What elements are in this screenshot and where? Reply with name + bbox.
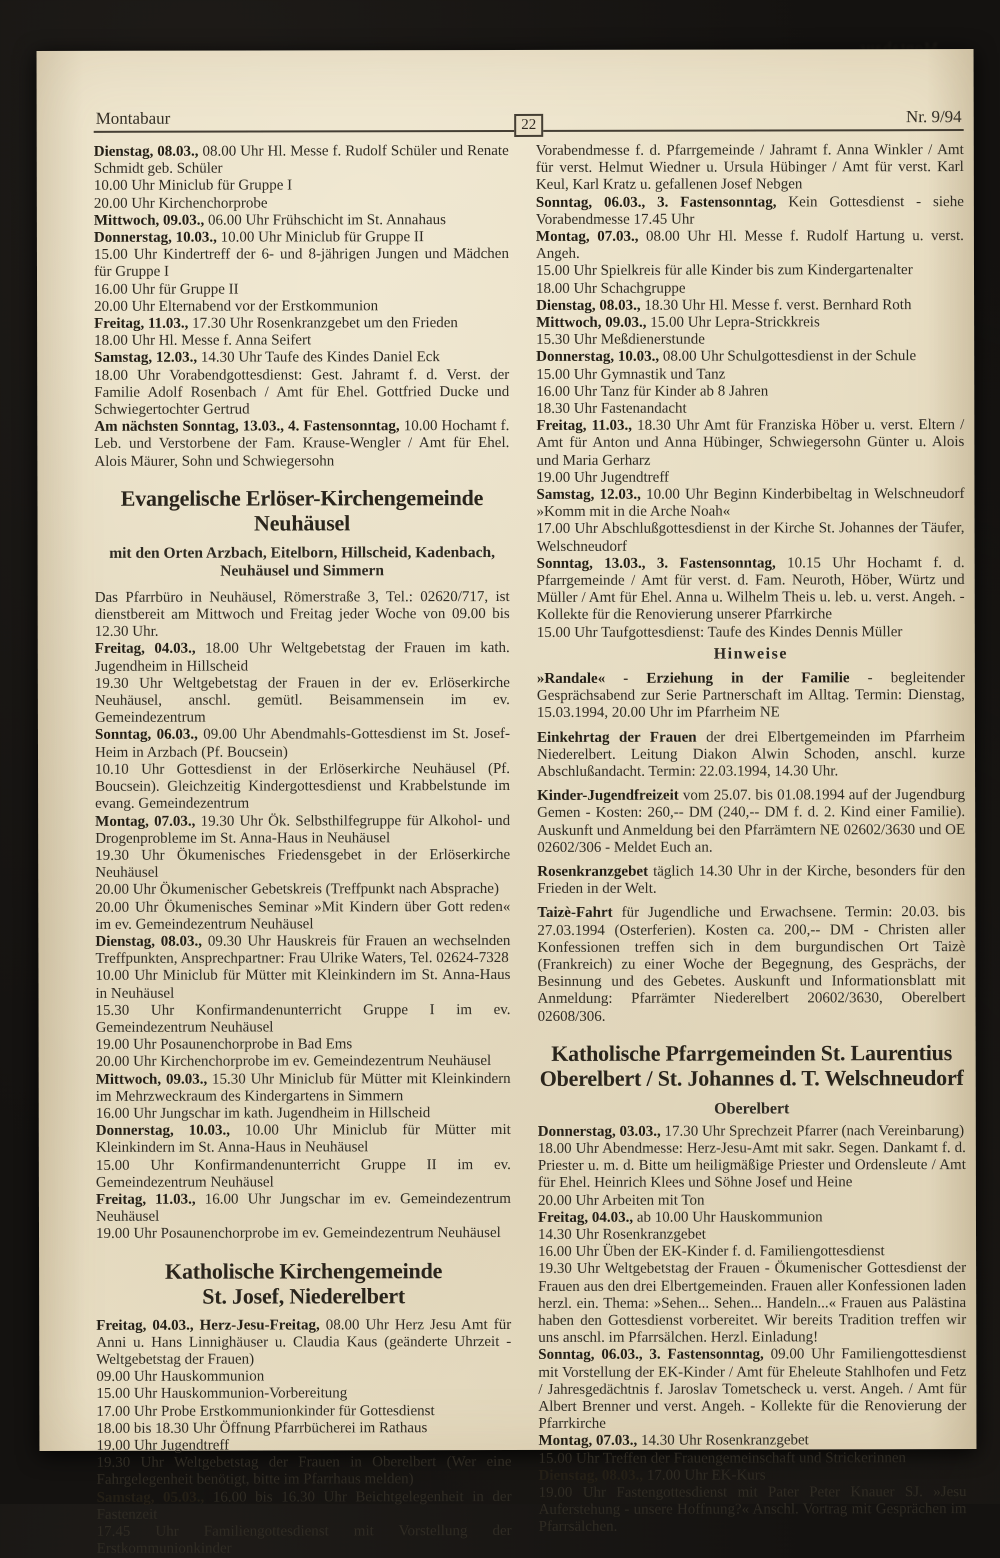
entry-day-label: Sonntag, 13.03., 3. Fastensonntag,: [536, 555, 776, 572]
section-heading: Evangelische Erlöser-Kirchengemeinde Neuhäusel: [120, 484, 484, 536]
two-column-body: [94, 142, 967, 1558]
entry-day-label: Donnerstag, 10.03.,: [536, 349, 660, 366]
schedule-entry: 20.00 Uhr Kirchenchorprobe im ev. Gemeindezentrum Neuhäusel: [95, 1053, 492, 1071]
schedule-entry: 16.00 Uhr Üben der EK-Kinder f. d. Familiengottesdienst: [538, 1243, 885, 1261]
schedule-entry: Mittwoch, 09.03., 06.00 Uhr Frühschicht im St. Annahaus: [93, 211, 446, 229]
schedule-entry: Sonntag, 13.03., 3. Fastensonntag, 10.15 Uhr Hochamt f. d. Pfarrgemeinde / Amt für verst. d. Fam. Neuroth, Höber, Würtz und Müller / Amt für Ehel. Anna u. Wilhelm Theis u. leb. u. verst. Angeh. - Kollekte für die Renovierung unserer Pfarrkirche: [536, 554, 965, 624]
entry-day-label: Dienstag, 08.03.,: [536, 297, 641, 314]
schedule-entry: 17.00 Uhr Abschlußgottesdienst in der Kirche St. Johannes der Täufer, Welschneudorf: [536, 520, 965, 555]
schedule-entry: 18.00 Uhr Vorabendgottesdienst: Gest. Jahramt f. d. Verst. der Familie Adolf Rosenbach / Amt für Ehel. Gottfried Ducke und Schwiegertochter Gertrud: [94, 366, 510, 418]
schedule-entry: 17.45 Uhr Familiengottesdienst mit Vorstellung der Erstkommunionkinder: [96, 1523, 512, 1558]
entry-day-label: Donnerstag, 10.03.,: [95, 1122, 231, 1140]
schedule-entry: 19.00 Uhr Posaunenchorprobe in Bad Ems: [95, 1036, 353, 1054]
schedule-entry: 19.30 Uhr Weltgebetstag der Frauen - Ökumenischer Gottesdienst der Frauen aus den drei Elbertgemeinden. Frauen aller Konfessionen laden herzl. ein. Thema: »Sehen... Sehen... Handeln...« Frauen aus Palästina haben den Gottesdienst vorbereitet. Wir bereits Tradition treffen wir uns anschl. im Pfarrsälchen. Herzl. Einladung!: [538, 1260, 967, 1347]
schedule-entry: Freitag, 11.03., 17.30 Uhr Rosenkranzgebet um den Frieden: [94, 315, 458, 332]
schedule-entry: Montag, 07.03., 19.30 Uhr Ök. Selbsthilfegruppe für Alkohol- und Drogenprobleme im St. Anna-Haus in Neuhäusel: [95, 812, 511, 847]
schedule-entry: Am nächsten Sonntag, 13.03., 4. Fastensonntag, 10.00 Hochamt f. Leb. und Verstorbene der Fam. Krause-Wengler / Amt für Ehel. Alois Mäurer, Sohn und Schwiegersohn: [94, 418, 510, 470]
schedule-entry: 15.30 Uhr Konfirmandenunterricht Gruppe I im ev. Gemeindezentrum Neuhäusel: [95, 1001, 511, 1036]
schedule-entry: 19.00 Uhr Jugendtreff: [96, 1437, 230, 1454]
schedule-entry: 10.00 Uhr Miniclub für Mütter mit Kleinkindern im St. Anna-Haus in Neuhäusel: [95, 967, 511, 1002]
schedule-entry: Samstag, 12.03., 10.00 Uhr Beginn Kinderbibeltag in Welschneudorf »Komm mit in die Arche Noah«: [536, 486, 965, 521]
schedule-entry: Donnerstag, 10.03., 10.00 Uhr Miniclub für Mütter mit Kleinkindern im St. Anna-Haus in Neuhäusel: [95, 1122, 511, 1157]
schedule-entry: Samstag, 05.03., 16.00 bis 16.30 Uhr Beichtgelegenheit in der Fastenzeit: [96, 1488, 512, 1523]
entry-day-label: Samstag, 12.03.,: [536, 486, 641, 503]
schedule-entry: Donnerstag, 10.03., 08.00 Uhr Schulgottesdienst in der Schule: [536, 348, 917, 366]
schedule-entry: 15.00 Uhr Taufgottesdienst: Taufe des Kindes Dennis Müller: [536, 623, 903, 641]
page-header: [94, 103, 964, 133]
schedule-entry: Dienstag, 08.03., 18.30 Uhr Hl. Messe f. verst. Bernhard Roth: [536, 296, 912, 314]
entry-day-label: Dienstag, 08.03.,: [538, 1467, 644, 1484]
schedule-entry: Dienstag, 08.03., 08.00 Uhr Hl. Messe f. Rudolf Schüler und Renate Schmidt geb. Schüler: [93, 142, 509, 178]
entry-day-label: Samstag, 05.03.,: [96, 1489, 205, 1506]
entry-day-label: Dienstag, 08.03.,: [95, 933, 203, 950]
page-number-box: 22: [514, 114, 543, 137]
schedule-entry: 10.00 Uhr Miniclub für Gruppe I: [93, 177, 293, 195]
schedule-entry: Sonntag, 06.03., 09.00 Uhr Abendmahls-Gottesdienst im St. Josef-Heim in Arzbach (Pf. Boucsein): [94, 726, 510, 761]
schedule-entry: 20.00 Uhr Elternabend vor der Erstkommunion: [94, 298, 379, 315]
schedule-entry: 19.00 Uhr Fastengottesdienst mit Pater Peter Knauer SJ. »Jesu Auferstehung - unsere Hoffnung?« Anschl. Vortrag mit Gesprächen im Pfarrsälchen.: [538, 1484, 967, 1536]
schedule-entry: Montag, 07.03., 08.00 Uhr Hl. Messe f. Rudolf Hartung u. verst. Angeh.: [535, 228, 964, 263]
entry-day-label: Mittwoch, 09.03.,: [95, 1071, 208, 1088]
entry-day-label: Mittwoch, 09.03.,: [536, 314, 647, 331]
section-subheading: mit den Orten Arzbach, Eitelborn, Hillscheid, Kadenbach, Neuhäusel und Simmern: [109, 543, 495, 580]
schedule-entry: 20.00 Uhr Ökumenisches Seminar »Mit Kindern über Gott reden« im ev. Gemeindezentrum Neuhäusel: [95, 898, 511, 933]
entry-day-label: »Randale« - Erziehung in der Familie: [536, 670, 850, 687]
schedule-entry: Freitag, 04.03., ab 10.00 Uhr Hauskommunion: [537, 1209, 823, 1226]
entry-day-label: Freitag, 04.03.,: [94, 641, 196, 658]
schedule-entry: 18.00 Uhr Abendmesse: Herz-Jesu-Amt mit sakr. Segen. Dankamt f. d. Priester u. m. d. Bitte um heiligmäßige Priester und Ordensleute / Amt für Ehel. Heinrich Klees und Söhne Josef und Heine: [537, 1139, 966, 1192]
section-heading: Katholische Pfarrgemeinden St. Laurentius Oberelbert / St. Johannes d. T. Welschneudorf: [539, 1039, 964, 1091]
entry-day-label: Montag, 07.03.,: [538, 1433, 638, 1450]
entry-day-label: Einkehrtag der Frauen: [536, 729, 697, 746]
schedule-entry: Sonntag, 06.03., 3. Fastensonntag, Kein Gottesdienst - siehe Vorabendmesse 17.45 Uhr: [535, 193, 964, 228]
newsletter-page: [37, 49, 977, 1558]
schedule-entry: Kinder-Jugendfreizeit vom 25.07. bis 01.08.1994 auf der Jugendburg Gemen - Kosten: 260,-- DM (240,-- DM f. d. 2. Kind einer Familie). Auskunft und Anmeldung bei den Pfarrämtern NE 02602/3630 und OE 02602/306 - Meldet Euch an.: [537, 787, 966, 856]
schedule-entry: Samstag, 12.03., 14.30 Uhr Taufe des Kindes Daniel Eck: [94, 349, 440, 367]
schedule-entry: 20.00 Uhr Kirchenchorprobe: [93, 195, 268, 212]
schedule-entry: 09.00 Uhr Hauskommunion: [96, 1368, 265, 1386]
schedule-entry: Freitag, 11.03., 18.30 Uhr Amt für Franziska Höber u. verst. Eltern / Amt für Anton und Anna Hübinger, Schwiegersohn Günter u. Alois und Maria Gerharz: [536, 417, 965, 469]
entry-day-label: Sonntag, 06.03., 3. Fastensonntag,: [538, 1346, 764, 1364]
schedule-entry: Dienstag, 08.03., 09.30 Uhr Hauskreis für Frauen an wechselnden Treffpunkten, Ansprechpartner: Frau Ulrike Waters, Tel. 02624-7328: [95, 932, 511, 967]
schedule-entry: 17.00 Uhr Probe Erstkommunionkinder für Gottesdienst: [96, 1402, 435, 1420]
schedule-entry: Sonntag, 06.03., 3. Fastensonntag, 09.00 Uhr Familiengottesdienst mit Vorstellung der EK-Kinder / Amt für Eheleute Stahlhofen und Fetz / Jahresgedächtnis f. Jaroslav Tometscheck u. verst. Angeh. / Amt für Albert Brenner und verst. Angeh. - Kollekte für die Renovierung der Pfarrkirche: [538, 1346, 967, 1433]
header-issue-number: Nr. 9/94: [905, 107, 962, 127]
entry-day-label: Sonntag, 06.03., 3. Fastensonntag,: [535, 194, 777, 211]
header-title: Montabaur: [95, 108, 171, 128]
schedule-entry: 15.00 Uhr Konfirmandenunterricht Gruppe II im ev. Gemeindezentrum Neuhäusel: [95, 1156, 511, 1191]
schedule-entry: 20.00 Uhr Arbeiten mit Ton: [537, 1192, 705, 1209]
entry-day-label: Am nächsten Sonntag, 13.03., 4. Fastensonntag,: [94, 418, 400, 436]
schedule-entry: 20.00 Uhr Ökumenischer Gebetskreis (Treffpunkt nach Absprache): [95, 881, 499, 899]
entry-day-label: Freitag, 04.03.,: [537, 1209, 634, 1226]
entry-day-label: Freitag, 04.03., Herz-Jesu-Freitag,: [96, 1316, 320, 1334]
schedule-entry: Donnerstag, 10.03., 10.00 Uhr Miniclub für Gruppe II: [93, 229, 424, 246]
entry-day-label: Montag, 07.03.,: [95, 813, 196, 830]
schedule-entry: 16.00 Uhr für Gruppe II: [94, 281, 239, 298]
schedule-entry: 15.30 Uhr Meßdienerstunde: [536, 331, 705, 349]
entry-day-label: Freitag, 11.03.,: [94, 315, 189, 332]
schedule-entry: 14.30 Uhr Rosenkranzgebet: [537, 1226, 706, 1243]
schedule-entry: 10.10 Uhr Gottesdienst in der Erlöserkirche Neuhäusel (Pf. Boucsein). Gleichzeitig Kindergottesdienst und Krabbelstunde im evang. Gemeindezentrum: [95, 760, 511, 813]
schedule-entry: 16.00 Uhr Jungschar im kath. Jugendheim in Hillscheid: [95, 1105, 431, 1122]
section-heading: Katholische Kirchengemeinde St. Josef, Niederelbert: [165, 1257, 443, 1309]
entry-day-label: Freitag, 11.03.,: [536, 417, 633, 435]
schedule-entry: 15.00 Uhr Hauskommunion-Vorbereitung: [96, 1385, 348, 1403]
schedule-entry: Vorabendmesse f. d. Pfarrgemeinde / Jahramt f. Anna Winkler / Amt für verst. Helmut Wiedner u. Ursula Hübinger / Amt für verst. Karl Keul, Karl Kratz u. gefallenen Josef Nebgen: [535, 142, 964, 194]
entry-day-label: Mittwoch, 09.03.,: [93, 212, 205, 229]
schedule-entry: »Randale« - Erziehung in der Familie - begleitender Gesprächsabend zur Serie Partnerschaft im Alltag. Termin: Dienstag, 15.03.1994, 20.00 Uhr im Pfarrheim NE: [536, 669, 965, 722]
schedule-entry: Taizè-Fahrt für Jugendliche und Erwachsene. Termin: 20.03. bis 27.03.1994 (Osterferien). Kosten ca. 200,-- DM - Christen aller Konfessionen treffen sich in dem burgundischen Ort Taizè (Frankreich) zu einer Woche der Begegnung, des Gesprächs, der Besinnung und des Gebetes. Auskunft und Informationsblatt mit Anmeldung: Pfarrämter Niederelbert 20602/3630, Oberelbert 02608/306.: [537, 904, 966, 1025]
entry-day-label: Samstag, 12.03.,: [94, 350, 198, 367]
schedule-entry: Donnerstag, 03.03., 17.30 Uhr Sprechzeit Pfarrer (nach Vereinbarung): [537, 1122, 965, 1140]
schedule-entry: Mittwoch, 09.03., 15.00 Uhr Lepra-Strickkreis: [536, 314, 820, 331]
place-subheading: Oberelbert: [714, 1100, 790, 1118]
entry-day-label: Montag, 07.03.,: [535, 228, 639, 245]
schedule-entry: Das Pfarrbüro in Neuhäusel, Römerstraße 3, Tel.: 02620/717, ist dienstbereit am Mittwoch und Freitag jeder Woche von 09.00 bis 12.30 Uhr.: [94, 588, 510, 641]
schedule-entry: Rosenkranzgebet täglich 14.30 Uhr in der Kirche, besonders für den Frieden in der Welt.: [537, 862, 966, 898]
schedule-entry: 15.00 Uhr Spielkreis für alle Kinder bis zum Kindergartenalter: [535, 262, 913, 280]
schedule-entry: 18.00 Uhr Schachgruppe: [536, 280, 686, 297]
schedule-entry: Freitag, 04.03., Herz-Jesu-Freitag, 08.00 Uhr Herz Jesu Amt für Anni u. Hans Linnighäuser u. Claudia Kaus (geänderte Uhrzeit - Weltgebetstag der Frauen): [96, 1316, 512, 1368]
entry-day-label: Rosenkranzgebet: [537, 863, 649, 880]
entry-day-label: Dienstag, 08.03.,: [93, 143, 199, 160]
schedule-entry: 18.00 bis 18.30 Uhr Öffnung Pfarrbücherei im Rathaus: [96, 1419, 428, 1437]
schedule-entry: Dienstag, 08.03., 17.00 Uhr EK-Kurs: [538, 1467, 766, 1484]
schedule-entry: 19.30 Uhr Weltgebetstag der Frauen in der ev. Erlöserkirche Neuhäusel, anschl. gemütl. Beisammensein im ev. Gemeindezentrum: [94, 674, 510, 727]
schedule-entry: 18.00 Uhr Hl. Messe f. Anna Seifert: [94, 332, 312, 350]
schedule-entry: 15.00 Uhr Kindertreff der 6- und 8-jährigen Jungen und Mädchen für Gruppe I: [93, 246, 509, 281]
entry-day-label: Donnerstag, 10.03.,: [93, 229, 217, 246]
schedule-entry: 15.00 Uhr Gymnastik und Tanz: [536, 366, 726, 383]
entry-day-label: Taizè-Fahrt: [537, 905, 613, 922]
schedule-entry: 19.00 Uhr Posaunenchorprobe im ev. Gemeindezentrum Neuhäusel: [95, 1225, 501, 1243]
schedule-entry: Montag, 07.03., 14.30 Uhr Rosenkranzgebet: [538, 1432, 809, 1450]
entry-day-label: Freitag, 11.03.,: [95, 1191, 196, 1208]
entry-day-label: Donnerstag, 03.03.,: [537, 1123, 661, 1140]
schedule-entry: Freitag, 04.03., 18.00 Uhr Weltgebetstag der Frauen im kath. Jugendheim in Hillscheid: [94, 640, 510, 675]
page-content: [94, 103, 967, 1558]
schedule-entry: Freitag, 11.03., 16.00 Uhr Jungschar im ev. Gemeindezentrum Neuhäusel: [95, 1190, 511, 1226]
schedule-entry: 19.30 Uhr Weltgebetstag der Frauen in Oberelbert (Wer eine Fahrgelegenheit benötigt, bitte im Pfarrhaus melden): [96, 1454, 512, 1489]
schedule-entry: 15.00 Uhr Treffen der Frauengemeinschaft und Strickerinnen: [538, 1449, 907, 1467]
schedule-entry: Mittwoch, 09.03., 15.30 Uhr Miniclub für Mütter mit Kleinkindern im Mehrzweckraum des Kindergartens in Simmern: [95, 1070, 511, 1105]
entry-day-label: Kinder-Jugendfreizeit: [537, 787, 679, 805]
left-column: [94, 143, 512, 1558]
schedule-entry: Einkehrtag der Frauen der drei Elbertgemeinden im Pfarrheim Niederelbert. Leitung Diakon Alwin Schoden, anschl. kurze Abschlußandacht. Termin: 22.03.1994, 14.30 Uhr.: [536, 728, 966, 780]
entry-day-label: Sonntag, 06.03.,: [94, 727, 198, 744]
right-column: [536, 142, 967, 1557]
schedule-entry: 18.30 Uhr Fastenandacht: [536, 400, 687, 417]
notes-heading: Hinweise: [713, 645, 788, 663]
schedule-entry: 19.00 Uhr Jugendtreff: [536, 469, 670, 486]
schedule-entry: 19.30 Uhr Ökumenisches Friedensgebet in der Erlöserkirche Neuhäusel: [95, 846, 511, 881]
schedule-entry: 16.00 Uhr Tanz für Kinder ab 8 Jahren: [536, 383, 769, 400]
